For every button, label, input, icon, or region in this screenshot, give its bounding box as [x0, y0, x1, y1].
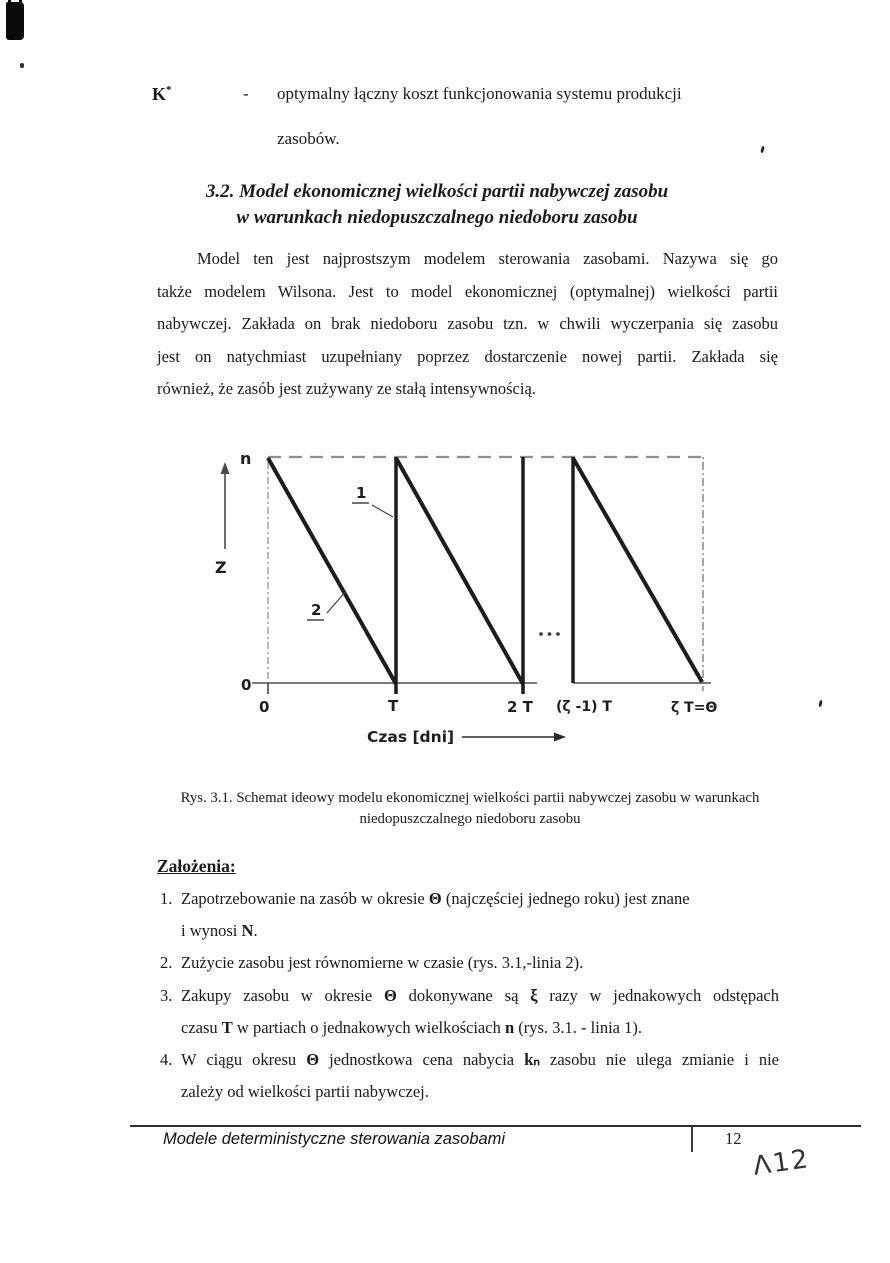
- consumption-line-segment: [268, 458, 396, 684]
- x-axis-title: Czas [dni]: [367, 728, 455, 746]
- item-number: 4.: [160, 1050, 173, 1070]
- list-item: [157, 883, 779, 947]
- ellipsis-dot: [539, 632, 543, 636]
- ellipsis-dot: [556, 632, 560, 636]
- figure-sawtooth-diagram: [170, 428, 770, 763]
- consumption-line-segment: [573, 458, 702, 682]
- item-line: Zapotrzebowanie na zasób w okresie Θ (najczęściej jednego roku) jest znane: [181, 889, 690, 908]
- y-axis-name: Z: [215, 558, 227, 577]
- figure-caption-line1: Rys. 3.1. Schemat ideowy modelu ekonomicznej wielkości partii nabywczej zasobu w warunkach: [180, 790, 760, 806]
- item-line: czasu T w partiach o jednakowych wielkościach n (rys. 3.1. - linia 1).: [181, 1017, 642, 1037]
- body-paragraph: [157, 243, 778, 406]
- y-max-label: n: [240, 449, 252, 468]
- curve-label-2: 2: [311, 601, 322, 619]
- section-heading-line2: w warunkach niedopuszczalnego niedoboru zasobu: [236, 207, 638, 228]
- item-line: i wynosi N.: [181, 921, 258, 941]
- page-number: 12: [725, 1129, 742, 1148]
- x-tick-label-2T: 2 T: [507, 698, 533, 716]
- y-axis-arrowhead: [221, 462, 230, 474]
- section-heading: [177, 179, 697, 231]
- assumptions-section: [157, 853, 779, 1108]
- scan-artifact-dot: [20, 63, 24, 68]
- curve-label-1-leader: [372, 505, 393, 517]
- handwritten-page-number: Λ12: [751, 1144, 812, 1182]
- item-number: 2.: [160, 953, 173, 973]
- definition-text-line2: zasobów.: [277, 129, 340, 148]
- scan-artifact-comma: [818, 700, 823, 708]
- item-line: Zakupy zasobu w okresie Θ dokonywane są ξ razy w jednakowych odstępach: [181, 985, 779, 1005]
- item-line: Zużycie zasobu jest równomierne w czasie (rys. 3.1,-linia 2).: [181, 953, 584, 973]
- definition-dash: -: [243, 84, 249, 103]
- y-zero-label: 0: [241, 676, 252, 694]
- paragraph-line: Model ten jest najprostszym modelem sterowania zasobami. Nazywa się go: [197, 249, 778, 268]
- x-tick-label-0: 0: [259, 698, 270, 716]
- figure-caption: [120, 788, 820, 830]
- item-number: 1.: [160, 889, 173, 908]
- consumption-line-segment: [396, 458, 523, 684]
- paragraph-line: także modelem Wilsona. Jest to model ekonomicznej (optymalnej) wielkości partii: [157, 281, 778, 301]
- x-tick-label-zetaT-theta: ζ T=Θ: [671, 700, 718, 716]
- paragraph-line: jest on natychmiast uzupełniany poprzez dostarczenie nowej partii. Zakłada się: [157, 346, 778, 366]
- item-line: W ciągu okresu Θ jednostkowa cena nabycia kₙ zasobu nie ulega zmianie i nie: [181, 1050, 779, 1070]
- item-line: zależy od wielkości partii nabywczej.: [181, 1082, 429, 1102]
- item-number: 3.: [160, 985, 173, 1005]
- list-item: [157, 947, 779, 979]
- curve-label-1: 1: [356, 484, 367, 502]
- assumptions-heading: Założenia:: [157, 856, 236, 876]
- ellipsis-dot: [548, 632, 552, 636]
- figure-caption-line2: niedopuszczalnego niedoboru zasobu: [359, 811, 581, 827]
- paragraph-line: nabywczej. Zakłada on brak niedoboru zasobu tzn. w chwili wyczerpania się zasobu: [157, 314, 778, 333]
- scan-artifact-prong: [19, 0, 22, 7]
- footer-title: Modele deterministyczne sterowania zasobami: [163, 1130, 506, 1148]
- x-tick-label-zeta-1-T: (ζ -1) T: [556, 699, 612, 715]
- scan-artifact-blob: [6, 2, 24, 40]
- paragraph-line: również, że zasób jest zużywany ze stałą intensywnością.: [157, 379, 536, 398]
- definition-text-line1: optymalny łączny koszt funkcjonowania systemu produkcji: [277, 84, 682, 103]
- curve-label-2-leader: [327, 591, 346, 613]
- footer-rule: [130, 1125, 861, 1127]
- section-heading-line1: 3.2. Model ekonomicznej wielkości partii nabywczej zasobu: [205, 181, 669, 202]
- list-item: [157, 1044, 779, 1108]
- footer-separator-bar: [691, 1127, 693, 1152]
- scan-artifact-comma: [760, 146, 765, 154]
- definition-term: K*: [152, 84, 172, 104]
- x-axis-arrowhead: [554, 733, 566, 742]
- list-item: [157, 980, 779, 1044]
- x-tick-label-T: T: [388, 697, 399, 715]
- definition-term-superscript: *: [166, 84, 172, 96]
- scan-artifact-prong: [8, 0, 11, 7]
